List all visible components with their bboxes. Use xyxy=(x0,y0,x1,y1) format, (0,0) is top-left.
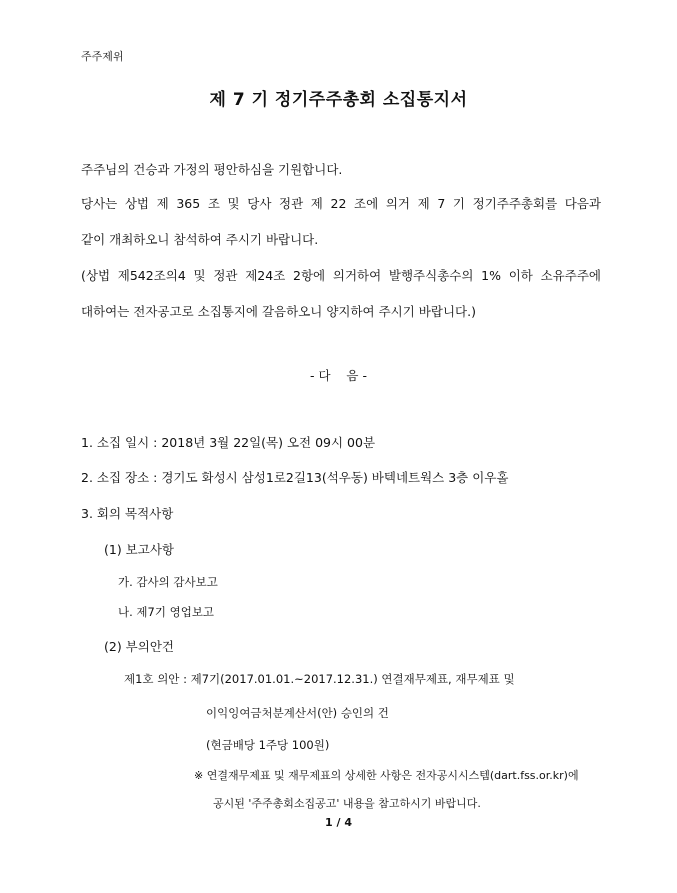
resolution-item-1: 제1호 의안 : 제7기(2017.01.01.~2017.12.31.) 연결재무제표, 재무제표 및 xyxy=(124,672,515,686)
report-item-b: 나. 제7기 영업보고 xyxy=(118,605,215,619)
intro-line-4: 대하여는 전자공고로 소집통지에 갈음하오니 양지하여 주시기 바랍니다.) xyxy=(81,304,476,319)
report-item-a: 가. 감사의 감사보고 xyxy=(118,575,218,589)
note-line-1: ※ 연결재무제표 및 재무제표의 상세한 사항은 전자공시시스템(dart.fss.or.kr)에 xyxy=(194,769,579,782)
intro-greeting: 주주님의 건승과 가정의 평안하심을 기원합니다. xyxy=(81,162,343,177)
note-line-2: 공시된 '주주총회소집공고' 내용을 참고하시기 바랍니다. xyxy=(213,797,481,810)
document-title: 제 7 기 정기주주총회 소집통지서 xyxy=(209,90,468,110)
section-heading: - 다 음 - xyxy=(309,368,367,383)
report-heading: (1) 보고사항 xyxy=(104,542,174,557)
agenda-heading: 3. 회의 목적사항 xyxy=(81,506,174,521)
intro-line-1: 당사는 상법 제 365 조 및 당사 정관 제 22 조에 의거 제 7 기 정기주주총회를 다음과 xyxy=(81,196,601,211)
resolution-item-1-cont: 이익잉여금처분계산서(안) 승인의 건 xyxy=(206,706,389,720)
resolution-dividend: (현금배당 1주당 100원) xyxy=(206,738,330,752)
resolution-heading: (2) 부의안건 xyxy=(104,639,174,654)
meeting-date: 1. 소집 일시 : 2018년 3월 22일(목) 오전 09시 00분 xyxy=(81,435,376,450)
intro-line-3: (상법 제542조의4 및 정관 제24조 2항에 의거하여 발행주식총수의 1% 이하 소유주주에 xyxy=(81,268,601,283)
meeting-place: 2. 소집 장소 : 경기도 화성시 삼성1로2길13(석우동) 바텍네트웍스 3층 이우홀 xyxy=(81,470,509,485)
page-number: 1 / 4 xyxy=(325,816,352,829)
addressee: 주주제위 xyxy=(81,50,124,63)
intro-line-2: 같이 개최하오니 참석하여 주시기 바랍니다. xyxy=(81,232,319,247)
